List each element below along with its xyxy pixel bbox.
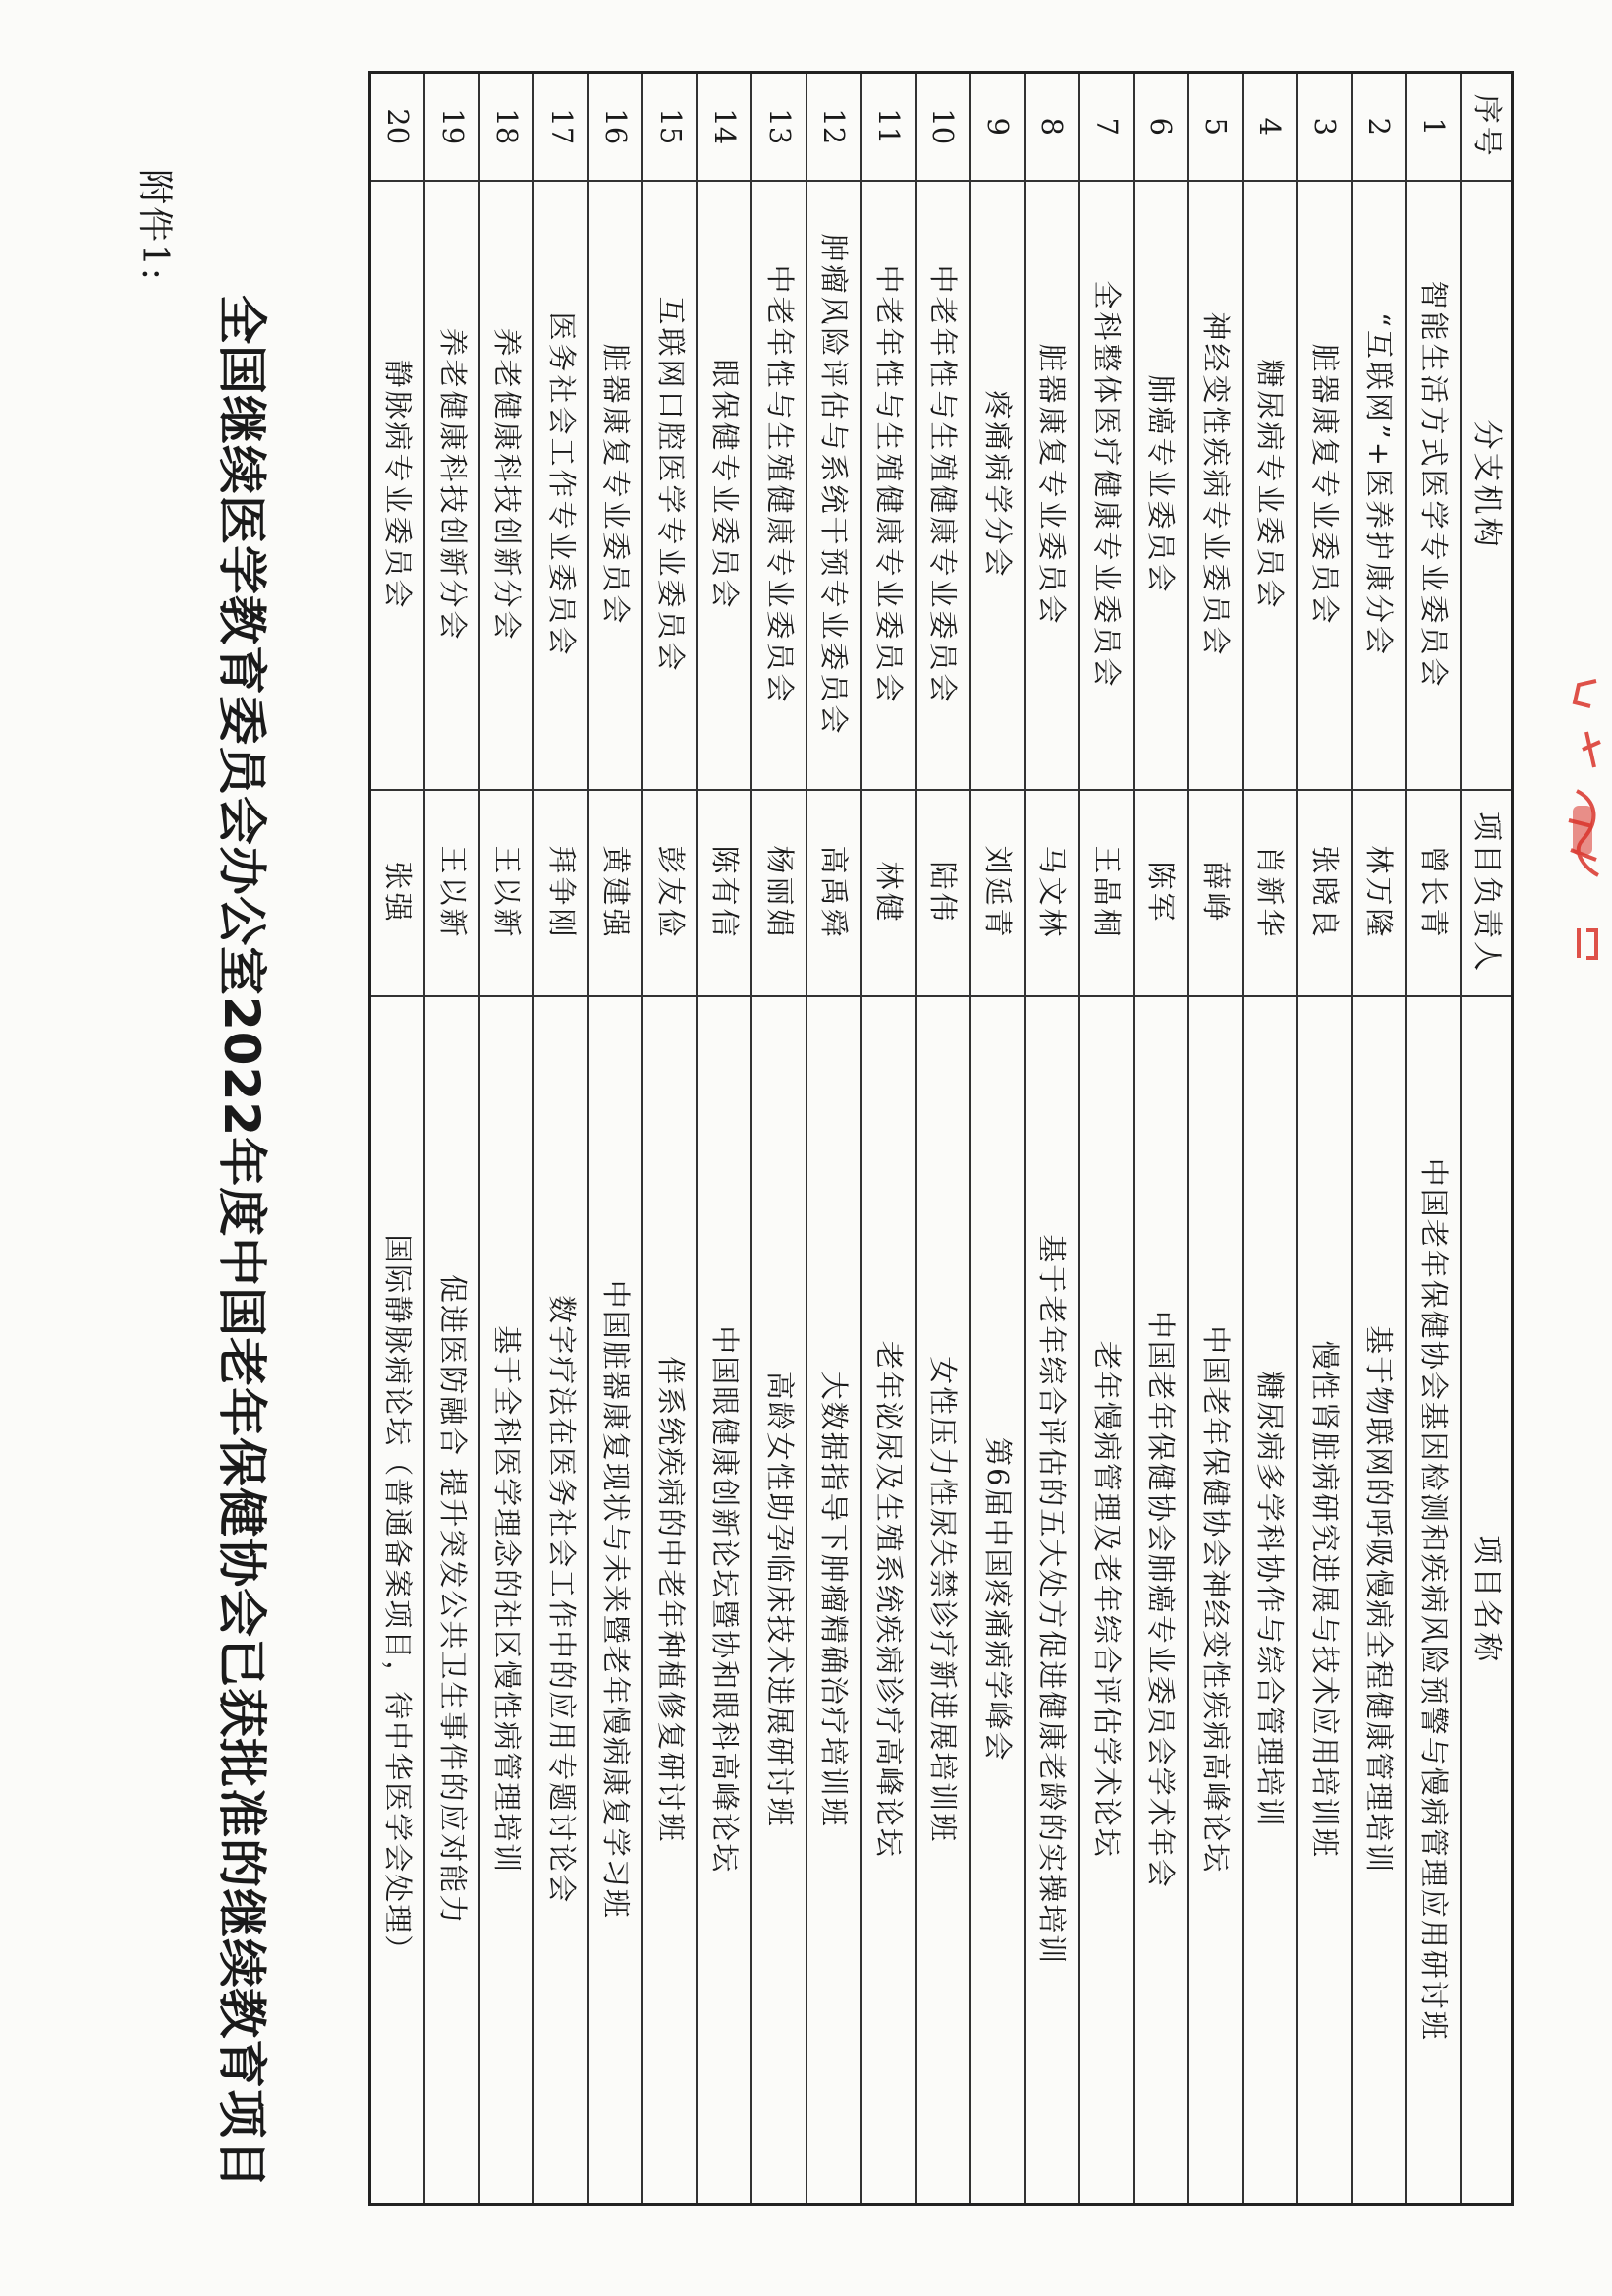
cell-head: 陈有信 [697,790,752,996]
cell-name: 中国老年保健协会神经变性疾病高峰论坛 [1189,996,1244,2205]
table-row [806,73,862,2205]
cell-name: 基于老年综合评估的五大处方促进健康老龄的实操培训 [1025,996,1080,2205]
cell-org: 智能生活方式医学专业委员会 [1407,181,1462,790]
cell-head: 彭友俭 [643,790,698,996]
cell-org: 全科整体医疗健康专业委员会 [1080,181,1135,790]
cell-head: 张强 [370,790,425,996]
cell-name: 基于物联网的呼吸慢病全程健康管理培训 [1352,996,1407,2205]
cell-no: 6 [1134,73,1189,181]
table-row [643,73,698,2205]
cell-org: 静脉病专业委员会 [370,181,425,790]
seal-icon [1557,673,1606,968]
cell-org: 中老年性与生殖健康专业委员会 [862,181,917,790]
cell-name: 老年泌尿及生殖系统疾病诊疗高峰论坛 [862,996,917,2205]
cell-no: 12 [806,73,862,181]
cell-head: 高禹舜 [806,790,862,996]
cell-head: 张晓良 [1298,790,1353,996]
cell-name: 中国眼健康创新论坛暨协和眼科高峰论坛 [697,996,752,2205]
table-row [588,73,643,2205]
cell-no: 18 [479,73,534,181]
cell-no: 8 [1025,73,1080,181]
cell-no: 11 [862,73,917,181]
cell-no: 19 [425,73,480,181]
cell-no: 13 [752,73,807,181]
cell-head: 林万隆 [1352,790,1407,996]
cell-org: 肺癌专业委员会 [1134,181,1189,790]
table-row [1298,73,1353,2205]
table-row [1352,73,1407,2205]
cell-head: 拜争刚 [534,790,589,996]
cell-org: 脏器康复专业委员会 [588,181,643,790]
cell-no: 3 [1298,73,1353,181]
cell-org: 肿瘤风险评估与系统干预专业委员会 [806,181,862,790]
cell-head: 王以新 [425,790,480,996]
cell-no: 17 [534,73,589,181]
cell-name: 促进医防融合 提升突发公共卫生事件的应对能力 [425,996,480,2205]
cell-org: 神经变性疾病专业委员会 [1189,181,1244,790]
cell-org: 中老年性与生殖健康专业委员会 [752,181,807,790]
cell-org: 养老健康科技创新分会 [479,181,534,790]
table-row [916,73,971,2205]
cell-name: 女性压力性尿失禁诊疗新进展培训班 [916,996,971,2205]
cell-head: 陈军 [1134,790,1189,996]
cell-no: 7 [1080,73,1135,181]
header-org: 分支机构 [1461,181,1513,790]
table-row [971,73,1026,2205]
cell-name: 第6届中国疼痛病学峰会 [971,996,1026,2205]
table-row [479,73,534,2205]
cell-no: 9 [971,73,1026,181]
cell-head: 刘延青 [971,790,1026,996]
table-row [1189,73,1244,2205]
cell-org: 医务社会工作专业委员会 [534,181,589,790]
table-body [370,73,1461,2205]
cell-head: 陆伟 [916,790,971,996]
cell-no: 14 [697,73,752,181]
cell-org: 中老年性与生殖健康专业委员会 [916,181,971,790]
cell-no: 15 [643,73,698,181]
cell-head: 王晶桐 [1080,790,1135,996]
cell-name: 中国老年保健协会基因检测和疾病风险预警与慢病管理应用研讨班 [1407,996,1462,2205]
table-row [425,73,480,2205]
table-row [534,73,589,2205]
cell-org: “互联网”+医养护康分会 [1352,181,1407,790]
header-head: 项目负责人 [1461,790,1513,996]
attachment-label: 附件1: [135,169,175,283]
cell-org: 糖尿病专业委员会 [1243,181,1298,790]
cell-name: 基于全科医学理念的社区慢性病管理培训 [479,996,534,2205]
cell-head: 黄建强 [588,790,643,996]
table-row [697,73,752,2205]
cell-no: 4 [1243,73,1298,181]
cell-org: 眼保健专业委员会 [697,181,752,790]
cell-head: 林健 [862,790,917,996]
cell-org: 养老健康科技创新分会 [425,181,480,790]
project-table [369,71,1515,2206]
table-header-row [1461,73,1513,2205]
cell-head: 薛峥 [1189,790,1244,996]
table-row [370,73,425,2205]
cell-head: 马文林 [1025,790,1080,996]
cell-org: 脏器康复专业委员会 [1025,181,1080,790]
cell-no: 1 [1407,73,1462,181]
cell-no: 2 [1352,73,1407,181]
cell-no: 20 [370,73,425,181]
document-title: 全国继续医学教育委员会办公室2022年度中国老年保健协会已获批准的继续教育项目 [213,295,270,2190]
table-row [862,73,917,2205]
table-row [1243,73,1298,2205]
cell-head: 肖新华 [1243,790,1298,996]
cell-name: 中国老年保健协会肺癌专业委员会学术年会 [1134,996,1189,2205]
table-row [752,73,807,2205]
cell-org: 脏器康复专业委员会 [1298,181,1353,790]
cell-head: 杨丽娟 [752,790,807,996]
cell-name: 高龄女性助孕临床技术进展研讨班 [752,996,807,2205]
header-no: 序号 [1461,73,1513,181]
cell-head: 曾长青 [1407,790,1462,996]
cell-name: 慢性肾脏病研究进展与技术应用培训班 [1298,996,1353,2205]
cell-no: 10 [916,73,971,181]
table-row [1025,73,1080,2205]
table-row [1080,73,1135,2205]
cell-name: 数字疗法在医务社会工作中的应用专题讨论会 [534,996,589,2205]
cell-org: 互联网口腔医学专业委员会 [643,181,698,790]
cell-no: 5 [1189,73,1244,181]
cell-name: 糖尿病多学科协作与综合管理培训 [1243,996,1298,2205]
cell-name: 中国脏器康复现状与未来暨老年慢病康复学习班 [588,996,643,2205]
cell-no: 16 [588,73,643,181]
cell-org: 疼痛病学分会 [971,181,1026,790]
cell-name: 国际静脉病论坛（普通备案项目，待中华医学会处理） [370,996,425,2205]
table-row [1407,73,1462,2205]
header-name: 项目名称 [1461,996,1513,2205]
cell-name: 伴系统疾病的中老年种植修复研讨班 [643,996,698,2205]
cell-name: 老年慢病管理及老年综合评估学术论坛 [1080,996,1135,2205]
table-row [1134,73,1189,2205]
cell-name: 大数据指导下肿瘤精确治疗培训班 [806,996,862,2205]
cell-head: 王以新 [479,790,534,996]
